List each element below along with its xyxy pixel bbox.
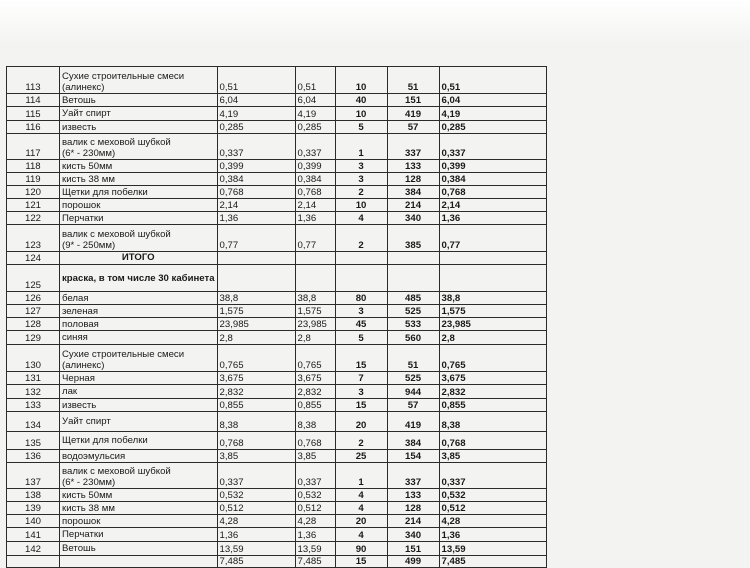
- price-cell: 419: [387, 107, 439, 121]
- item-name: [60, 199, 218, 212]
- item-name-line: известь: [62, 399, 97, 411]
- row-number: 129: [7, 331, 60, 345]
- item-name: [60, 372, 218, 385]
- value-cell: 4,19: [295, 107, 335, 121]
- value-cell: 0,384: [217, 173, 295, 186]
- item-name: [60, 489, 218, 502]
- price-cell: 384: [387, 186, 439, 199]
- row-number: 125: [7, 265, 60, 292]
- quantity-cell: 20: [335, 412, 387, 432]
- item-name-line: Перчатки: [62, 529, 104, 540]
- value-cell: 0,51: [217, 67, 295, 94]
- row-number: 136: [7, 450, 60, 463]
- item-name-line: белая: [62, 292, 89, 304]
- value-cell: 0,768: [295, 186, 335, 199]
- table-row: [7, 515, 547, 528]
- item-name: [60, 331, 218, 345]
- item-name: [60, 212, 218, 225]
- item-name: [60, 225, 218, 252]
- table-row: [7, 173, 547, 186]
- row-number: 113: [7, 67, 60, 94]
- total-cell: 1,575: [439, 305, 546, 318]
- table-row: [7, 318, 547, 331]
- table-row: [7, 502, 547, 515]
- row-number: 131: [7, 372, 60, 385]
- table-row: [7, 94, 547, 107]
- value-cell: 8,38: [217, 412, 295, 432]
- price-cell: 419: [387, 412, 439, 432]
- value-cell: 3,85: [295, 450, 335, 463]
- price-cell: 525: [387, 305, 439, 318]
- table-row: [7, 186, 547, 199]
- value-cell: 0,77: [295, 225, 335, 252]
- value-cell: 3,85: [217, 450, 295, 463]
- value-cell: 3,675: [295, 372, 335, 385]
- total-cell: 7,485: [439, 556, 546, 568]
- value-cell: 4,28: [295, 515, 335, 528]
- item-name-line: Уайт спирт: [62, 416, 111, 427]
- quantity-cell: 4: [335, 489, 387, 502]
- price-cell: 214: [387, 515, 439, 528]
- value-cell: 1,36: [217, 528, 295, 542]
- total-cell: 3,85: [439, 450, 546, 463]
- item-name: [60, 107, 218, 121]
- item-name-line: Ветошь: [62, 94, 96, 106]
- item-name-line: ИТОГО: [121, 252, 155, 263]
- materials-table: [6, 66, 547, 568]
- price-cell: 337: [387, 134, 439, 160]
- value-cell: 0,512: [217, 502, 295, 515]
- scan-top-margin: [0, 0, 750, 42]
- item-name: [60, 385, 218, 399]
- value-cell: 2,14: [295, 199, 335, 212]
- item-name: [60, 502, 218, 515]
- value-cell: 0,532: [295, 489, 335, 502]
- value-cell: 13,59: [217, 542, 295, 556]
- total-cell: 3,675: [439, 372, 546, 385]
- row-number: 120: [7, 186, 60, 199]
- item-name: [60, 345, 218, 372]
- value-cell: 0,532: [217, 489, 295, 502]
- item-name-line: (9* - 250мм): [62, 240, 116, 251]
- value-cell: 0,765: [217, 345, 295, 372]
- total-cell: 23,985: [439, 318, 546, 331]
- row-number: 124: [7, 252, 60, 265]
- row-number: 118: [7, 160, 60, 173]
- total-cell: 0,768: [439, 432, 546, 450]
- value-cell: 2,14: [217, 199, 295, 212]
- table-row: [7, 134, 547, 160]
- value-cell: [217, 252, 295, 265]
- quantity-cell: 5: [335, 331, 387, 345]
- total-cell: 4,28: [439, 515, 546, 528]
- value-cell: 0,77: [217, 225, 295, 252]
- quantity-cell: 3: [335, 305, 387, 318]
- row-number: 127: [7, 305, 60, 318]
- value-cell: 0,337: [295, 134, 335, 160]
- table-row: [7, 265, 547, 292]
- price-cell: [387, 252, 439, 265]
- quantity-cell: 10: [335, 67, 387, 94]
- quantity-cell: 45: [335, 318, 387, 331]
- item-name-line: Перчатки: [62, 212, 104, 224]
- total-cell: 6,04: [439, 94, 546, 107]
- value-cell: [295, 265, 335, 292]
- item-name-line: краска, в том числе 30 кабинета: [62, 272, 215, 284]
- total-cell: 0,337: [439, 463, 546, 489]
- price-cell: 944: [387, 385, 439, 399]
- item-name-line: (алинекс): [62, 360, 105, 371]
- table-row: [7, 252, 547, 265]
- price-cell: 128: [387, 173, 439, 186]
- row-number: 128: [7, 318, 60, 331]
- price-cell: 57: [387, 121, 439, 134]
- quantity-cell: 10: [335, 107, 387, 121]
- price-cell: 154: [387, 450, 439, 463]
- total-cell: 0,399: [439, 160, 546, 173]
- price-cell: 133: [387, 489, 439, 502]
- value-cell: 0,768: [217, 432, 295, 450]
- item-name: [60, 399, 218, 412]
- row-number: 126: [7, 292, 60, 305]
- row-number: 116: [7, 121, 60, 134]
- item-name: [60, 412, 218, 432]
- item-name-line: Уайт спирт: [62, 108, 111, 119]
- value-cell: 0,855: [217, 399, 295, 412]
- value-cell: 0,768: [217, 186, 295, 199]
- total-cell: 8,38: [439, 412, 546, 432]
- total-cell: 0,384: [439, 173, 546, 186]
- value-cell: 7,485: [295, 556, 335, 568]
- table-row: [7, 160, 547, 173]
- total-cell: 0,77: [439, 225, 546, 252]
- price-cell: 51: [387, 67, 439, 94]
- quantity-cell: 20: [335, 515, 387, 528]
- row-number: 135: [7, 432, 60, 450]
- value-cell: 1,36: [217, 212, 295, 225]
- quantity-cell: 15: [335, 399, 387, 412]
- value-cell: 0,337: [217, 134, 295, 160]
- table-row: [7, 450, 547, 463]
- item-name: [60, 94, 218, 107]
- value-cell: 0,337: [217, 463, 295, 489]
- item-name-line: водоэмульсия: [62, 450, 126, 462]
- table-row: [7, 528, 547, 542]
- value-cell: 8,38: [295, 412, 335, 432]
- value-cell: 13,59: [295, 542, 335, 556]
- total-cell: 38,8: [439, 292, 546, 305]
- item-name: [60, 305, 218, 318]
- item-name: [60, 432, 218, 450]
- price-cell: 340: [387, 212, 439, 225]
- total-cell: 0,768: [439, 186, 546, 199]
- value-cell: 23,985: [217, 318, 295, 331]
- item-name-line: Щетки для побелки: [62, 435, 148, 446]
- item-name-line: кисть 38 мм: [62, 173, 115, 185]
- total-cell: 2,8: [439, 331, 546, 345]
- row-number: 117: [7, 134, 60, 160]
- value-cell: 0,337: [295, 463, 335, 489]
- value-cell: 0,855: [295, 399, 335, 412]
- quantity-cell: 10: [335, 199, 387, 212]
- quantity-cell: 1: [335, 134, 387, 160]
- item-name-line: Ветошь: [62, 543, 96, 554]
- value-cell: [217, 265, 295, 292]
- total-cell: 0,532: [439, 489, 546, 502]
- item-name: [60, 292, 218, 305]
- item-name: [60, 67, 218, 94]
- table-row: [7, 292, 547, 305]
- item-name-line: валик с меховой шубкой: [62, 466, 171, 477]
- value-cell: 23,985: [295, 318, 335, 331]
- quantity-cell: 3: [335, 173, 387, 186]
- value-cell: 0,512: [295, 502, 335, 515]
- value-cell: 1,36: [295, 212, 335, 225]
- row-number: 140: [7, 515, 60, 528]
- value-cell: 1,575: [295, 305, 335, 318]
- item-name-line: кисть 50мм: [62, 489, 113, 501]
- item-name-line: порошок: [62, 515, 101, 527]
- row-number: [7, 556, 60, 568]
- value-cell: 1,36: [295, 528, 335, 542]
- price-cell: 57: [387, 399, 439, 412]
- price-cell: 533: [387, 318, 439, 331]
- value-cell: 0,399: [217, 160, 295, 173]
- table-row: [7, 305, 547, 318]
- quantity-cell: [335, 252, 387, 265]
- item-name: [60, 160, 218, 173]
- table-row: [7, 212, 547, 225]
- table-row: [7, 121, 547, 134]
- quantity-cell: 90: [335, 542, 387, 556]
- row-number: 123: [7, 225, 60, 252]
- table-row: [7, 542, 547, 556]
- item-name: [60, 318, 218, 331]
- table-row: [7, 432, 547, 450]
- table-row: [7, 107, 547, 121]
- item-name-line: валик с меховой шубкой: [62, 137, 171, 148]
- quantity-cell: 4: [335, 502, 387, 515]
- price-cell: 151: [387, 94, 439, 107]
- row-number: 115: [7, 107, 60, 121]
- value-cell: 6,04: [217, 94, 295, 107]
- item-name-line: порошок: [62, 199, 101, 211]
- price-cell: 51: [387, 345, 439, 372]
- item-name: [60, 450, 218, 463]
- table-row: [7, 199, 547, 212]
- row-number: 133: [7, 399, 60, 412]
- quantity-cell: 1: [335, 463, 387, 489]
- row-number: 121: [7, 199, 60, 212]
- quantity-cell: 2: [335, 186, 387, 199]
- value-cell: 4,19: [217, 107, 295, 121]
- price-cell: 384: [387, 432, 439, 450]
- item-name: [60, 528, 218, 542]
- price-cell: 151: [387, 542, 439, 556]
- item-name-line: Щетки для побелки: [62, 186, 148, 198]
- total-cell: 2,14: [439, 199, 546, 212]
- item-name: [60, 515, 218, 528]
- row-number: 137: [7, 463, 60, 489]
- row-number: 134: [7, 412, 60, 432]
- value-cell: 0,285: [295, 121, 335, 134]
- row-number: 141: [7, 528, 60, 542]
- value-cell: 2,8: [217, 331, 295, 345]
- table-body: [7, 67, 547, 568]
- item-name: [60, 186, 218, 199]
- item-name: [60, 121, 218, 134]
- item-name-line: известь: [62, 121, 97, 133]
- value-cell: 2,832: [295, 385, 335, 399]
- quantity-cell: 15: [335, 556, 387, 568]
- row-number: 138: [7, 489, 60, 502]
- item-name-line: (алинекс): [62, 82, 105, 93]
- item-name-line: Сухие строительные смеси: [62, 349, 185, 360]
- row-number: 114: [7, 94, 60, 107]
- total-cell: 1,36: [439, 528, 546, 542]
- value-cell: 0,384: [295, 173, 335, 186]
- item-name: [60, 252, 218, 265]
- price-cell: [387, 265, 439, 292]
- price-cell: 340: [387, 528, 439, 542]
- total-cell: 0,512: [439, 502, 546, 515]
- table-row: [7, 463, 547, 489]
- price-cell: 485: [387, 292, 439, 305]
- total-cell: 0,765: [439, 345, 546, 372]
- value-cell: 38,8: [295, 292, 335, 305]
- table-row: [7, 331, 547, 345]
- item-name-line: половая: [62, 318, 99, 330]
- item-name: [60, 556, 218, 568]
- quantity-cell: 3: [335, 160, 387, 173]
- value-cell: 4,28: [217, 515, 295, 528]
- quantity-cell: 80: [335, 292, 387, 305]
- table-row: [7, 372, 547, 385]
- price-cell: 560: [387, 331, 439, 345]
- row-number: 142: [7, 542, 60, 556]
- price-cell: 499: [387, 556, 439, 568]
- table-row: [7, 412, 547, 432]
- row-number: 122: [7, 212, 60, 225]
- total-cell: 0,285: [439, 121, 546, 134]
- quantity-cell: [335, 265, 387, 292]
- total-cell: [439, 265, 546, 292]
- item-name-line: (6* - 230мм): [62, 148, 116, 159]
- total-cell: 2,832: [439, 385, 546, 399]
- item-name: [60, 173, 218, 186]
- table-row: [7, 556, 547, 568]
- total-cell: 4,19: [439, 107, 546, 121]
- price-cell: 337: [387, 463, 439, 489]
- quantity-cell: 25: [335, 450, 387, 463]
- price-cell: 214: [387, 199, 439, 212]
- item-name: [60, 463, 218, 489]
- table-row: [7, 345, 547, 372]
- price-cell: 525: [387, 372, 439, 385]
- row-number: 119: [7, 173, 60, 186]
- quantity-cell: 2: [335, 432, 387, 450]
- quantity-cell: 7: [335, 372, 387, 385]
- item-name-line: кисть 38 мм: [62, 502, 115, 514]
- item-name-line: валик с меховой шубкой: [62, 229, 171, 240]
- total-cell: 0,51: [439, 67, 546, 94]
- value-cell: 2,8: [295, 331, 335, 345]
- price-cell: 385: [387, 225, 439, 252]
- table-row: [7, 225, 547, 252]
- price-cell: 133: [387, 160, 439, 173]
- value-cell: 6,04: [295, 94, 335, 107]
- total-cell: 0,855: [439, 399, 546, 412]
- item-name-line: зеленая: [62, 305, 99, 317]
- table-row: [7, 489, 547, 502]
- value-cell: 0,765: [295, 345, 335, 372]
- value-cell: 0,51: [295, 67, 335, 94]
- value-cell: 0,399: [295, 160, 335, 173]
- quantity-cell: 2: [335, 225, 387, 252]
- item-name-line: синяя: [62, 332, 88, 343]
- value-cell: 0,768: [295, 432, 335, 450]
- row-number: 130: [7, 345, 60, 372]
- item-name-line: (6* - 230мм): [62, 477, 116, 488]
- item-name: [60, 134, 218, 160]
- quantity-cell: 5: [335, 121, 387, 134]
- value-cell: 3,675: [217, 372, 295, 385]
- row-number: 139: [7, 502, 60, 515]
- total-cell: 13,59: [439, 542, 546, 556]
- value-cell: [295, 252, 335, 265]
- total-cell: 0,337: [439, 134, 546, 160]
- quantity-cell: 4: [335, 528, 387, 542]
- table-row: [7, 399, 547, 412]
- value-cell: 1,575: [217, 305, 295, 318]
- item-name-line: Сухие строительные смеси: [62, 71, 185, 82]
- table-row: [7, 385, 547, 399]
- item-name: [60, 265, 218, 292]
- quantity-cell: 40: [335, 94, 387, 107]
- total-cell: 1,36: [439, 212, 546, 225]
- quantity-cell: 15: [335, 345, 387, 372]
- row-number: 132: [7, 385, 60, 399]
- item-name: [60, 542, 218, 556]
- table-row: [7, 67, 547, 94]
- price-cell: 128: [387, 502, 439, 515]
- value-cell: 7,485: [217, 556, 295, 568]
- item-name-line: кисть 50мм: [62, 160, 113, 172]
- value-cell: 2,832: [217, 385, 295, 399]
- value-cell: 38,8: [217, 292, 295, 305]
- item-name-line: Черная: [62, 372, 95, 384]
- quantity-cell: 4: [335, 212, 387, 225]
- quantity-cell: 3: [335, 385, 387, 399]
- value-cell: 0,285: [217, 121, 295, 134]
- item-name-line: лак: [62, 386, 78, 397]
- total-cell: [439, 252, 546, 265]
